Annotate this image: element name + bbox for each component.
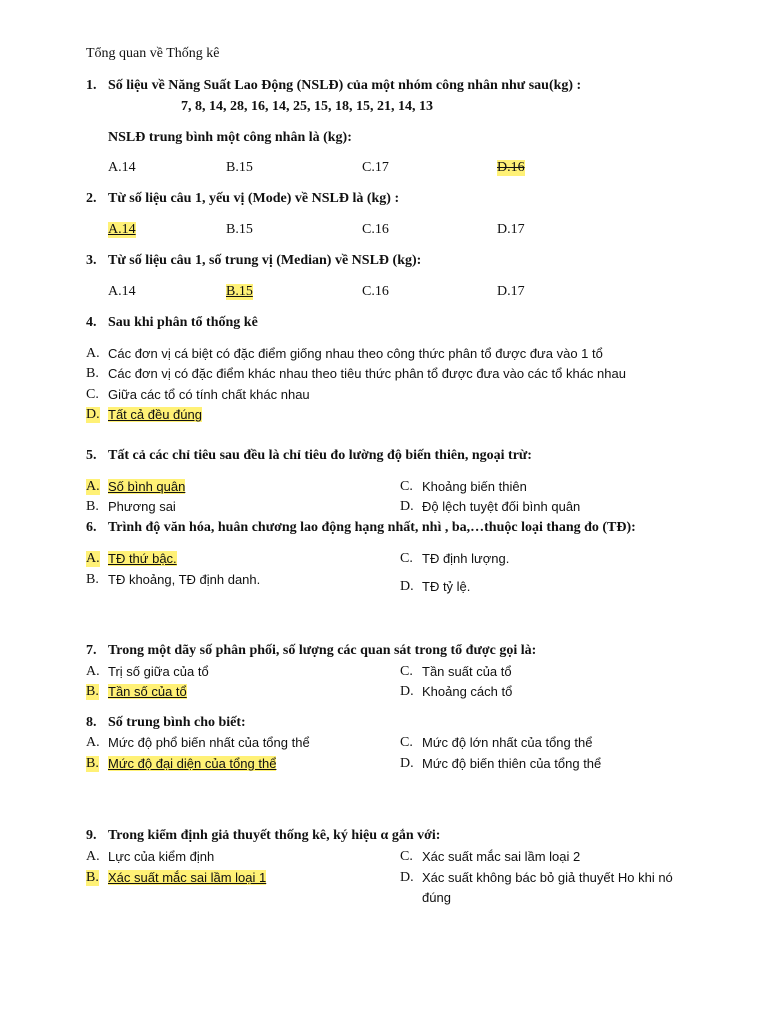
q8-option-c: Mức độ lớn nhất của tổng thể [422, 735, 593, 750]
q5-letter-b: B. [86, 499, 99, 514]
q4-text: Sau khi phân tổ thống kê [108, 315, 258, 330]
q9-letter-a: A. [86, 849, 100, 864]
q5-option-a-answer: Số bình quân [108, 479, 186, 494]
q4-option-b: Các đơn vị có đặc điểm khác nhau theo tiêu thức phân tổ được đưa vào các tổ khác nhau [108, 366, 626, 381]
q5-option-d: Độ lệch tuyệt đối bình quân [422, 499, 581, 514]
q4-option-a: Các đơn vị cá biệt có đặc điểm giống nhau theo công thức phân tổ được đưa vào 1 tổ [108, 346, 603, 361]
q6-letter-b: B. [86, 572, 99, 587]
q5-letter-a: A. [86, 479, 100, 494]
q8-option-a: Mức độ phổ biến nhất của tổng thể [108, 735, 310, 750]
q5-option-c: Khoảng biến thiên [422, 479, 527, 494]
q9-letter-d: D. [400, 870, 414, 885]
q4-letter-c: C. [86, 387, 99, 402]
q9-option-b-answer: Xác suất mắc sai lầm loại 1 [108, 870, 267, 885]
q9-option-c: Xác suất mắc sai lầm loại 2 [422, 849, 581, 864]
q9-option-d-continued: đúng [422, 890, 451, 905]
q1-option-d-answer: D.16 [497, 160, 525, 175]
q7-option-b-answer: Tần số của tổ [108, 684, 187, 699]
q4-letter-d: D. [86, 407, 100, 422]
q7-letter-b: B. [86, 684, 99, 699]
q3-text: Từ số liệu câu 1, số trung vị (Median) về NSLĐ (kg): [108, 253, 422, 268]
q1-subquestion: NSLĐ trung bình một công nhân là (kg): [108, 130, 352, 145]
q9-letter-b: B. [86, 870, 99, 885]
q8-letter-a: A. [86, 735, 100, 750]
q4-option-d-answer: Tất cả đều đúng [108, 407, 202, 422]
q1-data: 7, 8, 14, 28, 16, 14, 25, 15, 18, 15, 21, 14, 13 [181, 99, 433, 114]
q4-number: 4. [86, 315, 97, 330]
q5-option-b: Phương sai [108, 499, 176, 514]
q7-text: Trong một dãy số phân phối, số lượng các quan sát trong tổ được gọi là: [108, 643, 537, 658]
q7-option-c: Tần suất của tổ [422, 664, 512, 679]
q1-option-b: B.15 [226, 160, 253, 175]
q2-text: Từ số liệu câu 1, yếu vị (Mode) về NSLĐ là (kg) : [108, 191, 400, 206]
q3-option-d: D.17 [497, 284, 525, 299]
q8-option-b-answer: Mức độ đại diện của tổng thể [108, 756, 277, 771]
q9-letter-c: C. [400, 849, 413, 864]
q2-number: 2. [86, 191, 97, 206]
q9-number: 9. [86, 828, 97, 843]
q1-option-a: A.14 [108, 160, 136, 175]
q7-letter-c: C. [400, 664, 413, 679]
q8-letter-b: B. [86, 756, 99, 771]
q3-number: 3. [86, 253, 97, 268]
q6-option-a-answer: TĐ thứ bậc. [108, 551, 177, 566]
q1-option-c: C.17 [362, 160, 389, 175]
q7-option-a: Trị số giữa của tổ [108, 664, 209, 679]
q7-letter-a: A. [86, 664, 100, 679]
q6-letter-d: D. [400, 579, 414, 594]
q9-option-d: Xác suất không bác bỏ giả thuyết Ho khi nó [422, 870, 673, 885]
q5-text: Tất cả các chỉ tiêu sau đều là chỉ tiêu đo lường độ biến thiên, ngoại trừ: [108, 448, 532, 463]
q2-option-d: D.17 [497, 222, 525, 237]
q9-text: Trong kiểm định giả thuyết thống kê, ký hiệu α gắn với: [108, 828, 441, 843]
q6-number: 6. [86, 520, 97, 535]
q7-number: 7. [86, 643, 97, 658]
q6-option-b: TĐ khoảng, TĐ định danh. [108, 572, 261, 587]
q3-option-a: A.14 [108, 284, 136, 299]
q8-letter-d: D. [400, 756, 414, 771]
q2-option-a-answer: A.14 [108, 222, 136, 237]
q8-option-d: Mức độ biến thiên của tổng thể [422, 756, 602, 771]
q4-letter-a: A. [86, 346, 100, 361]
q5-letter-d: D. [400, 499, 414, 514]
q6-letter-c: C. [400, 551, 413, 566]
q6-option-c: TĐ định lượng. [422, 551, 510, 566]
q5-letter-c: C. [400, 479, 413, 494]
q9-option-a: Lực của kiểm định [108, 849, 215, 864]
page-title: Tổng quan về Thống kê [86, 46, 220, 61]
q8-number: 8. [86, 715, 97, 730]
q3-option-c: C.16 [362, 284, 389, 299]
q5-number: 5. [86, 448, 97, 463]
q4-letter-b: B. [86, 366, 99, 381]
q2-option-c: C.16 [362, 222, 389, 237]
q6-option-d: TĐ tỷ lệ. [422, 579, 471, 594]
q2-option-b: B.15 [226, 222, 253, 237]
q6-letter-a: A. [86, 551, 100, 566]
q1-text: Số liệu về Năng Suất Lao Động (NSLĐ) của một nhóm công nhân như sau(kg) : [108, 78, 582, 93]
q4-option-c: Giữa các tổ có tính chất khác nhau [108, 387, 310, 402]
q8-text: Số trung bình cho biết: [108, 715, 246, 730]
q7-option-d: Khoảng cách tổ [422, 684, 513, 699]
q7-letter-d: D. [400, 684, 414, 699]
q1-number: 1. [86, 78, 97, 93]
q3-option-b-answer: B.15 [226, 284, 253, 299]
q8-letter-c: C. [400, 735, 413, 750]
q6-text: Trình độ văn hóa, huân chương lao động hạng nhất, nhì , ba,…thuộc loại thang đo (TĐ): [108, 520, 636, 535]
